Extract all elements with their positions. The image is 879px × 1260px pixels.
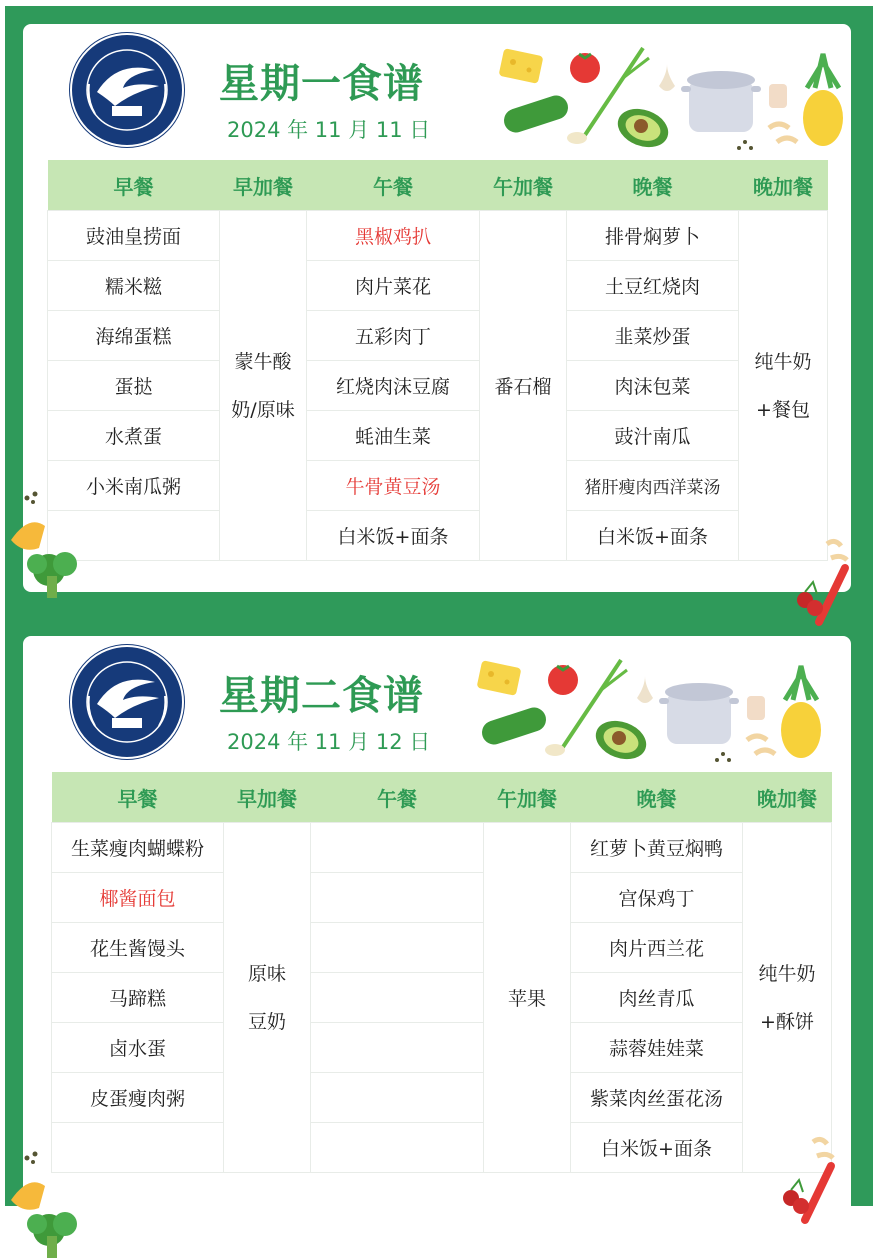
header-evening-snack: 晚加餐	[739, 160, 828, 211]
dinner-item: 紫菜肉丝蛋花汤	[571, 1073, 743, 1123]
broccoli-icon	[7, 1150, 87, 1260]
dinner-item: 肉沫包菜	[567, 361, 739, 411]
breakfast-item: 卤水蛋	[52, 1023, 224, 1073]
school-seal-logo	[67, 30, 187, 150]
breakfast-item: 水煮蛋	[48, 411, 220, 461]
dinner-item: 白米饭+面条	[567, 511, 739, 561]
dinner-item: 豉汁南瓜	[567, 411, 739, 461]
lunch-item	[311, 1023, 484, 1073]
lunch-item: 白米饭+面条	[307, 511, 480, 561]
breakfast-item: 糯米糍	[48, 261, 220, 311]
menu-date: 2024 年 11 月 11 日	[227, 118, 431, 142]
breakfast-item: 花生酱馒头	[52, 923, 224, 973]
breakfast-item: 蛋挞	[48, 361, 220, 411]
lunch-item	[311, 823, 484, 873]
menu-date: 2024 年 11 月 12 日	[227, 730, 431, 754]
breakfast-item: 海绵蛋糕	[48, 311, 220, 361]
broccoli-icon	[7, 490, 87, 600]
header-afternoon-snack: 午加餐	[480, 160, 567, 211]
lunch-item	[311, 923, 484, 973]
dinner-item: 肉丝青瓜	[571, 973, 743, 1023]
morning-snack-cell: 原味 豆奶	[224, 823, 311, 1173]
breakfast-item: 小米南瓜粥	[48, 461, 220, 511]
dinner-item: 蒜蓉娃娃菜	[571, 1023, 743, 1073]
menu-table	[47, 160, 828, 561]
lunch-item: 红烧肉沫豆腐	[307, 361, 480, 411]
afternoon-snack-cell: 苹果	[484, 823, 571, 1173]
lunch-item	[311, 873, 484, 923]
lunch-item	[311, 973, 484, 1023]
lunch-item	[311, 1073, 484, 1123]
header-lunch: 午餐	[311, 772, 484, 823]
header-dinner: 晚餐	[567, 160, 739, 211]
header-breakfast: 早餐	[48, 160, 220, 211]
chili-cherry-icon	[793, 538, 853, 628]
dinner-item: 肉片西兰花	[571, 923, 743, 973]
breakfast-item: 马蹄糕	[52, 973, 224, 1023]
lunch-item: 蚝油生菜	[307, 411, 480, 461]
dinner-item: 排骨焖萝卜	[567, 211, 739, 261]
header-evening-snack: 晚加餐	[743, 772, 832, 823]
header-morning-snack: 早加餐	[224, 772, 311, 823]
morning-snack-cell: 蒙牛酸 奶/原味	[220, 211, 307, 561]
evening-snack-cell: 纯牛奶 +酥饼	[743, 823, 832, 1173]
breakfast-item-highlight: 椰酱面包	[52, 873, 224, 923]
menu-card-monday	[23, 24, 851, 592]
lunch-item-highlight: 牛骨黄豆汤	[307, 461, 480, 511]
breakfast-item: 生菜瘦肉蝴蝶粉	[52, 823, 224, 873]
dinner-item: 土豆红烧肉	[567, 261, 739, 311]
menu-table	[51, 772, 832, 1173]
lunch-item-highlight: 黑椒鸡扒	[307, 211, 480, 261]
lunch-item: 肉片菜花	[307, 261, 480, 311]
lunch-item	[311, 1123, 484, 1173]
header-dinner: 晚餐	[571, 772, 743, 823]
dinner-item: 宫保鸡丁	[571, 873, 743, 923]
chili-cherry-icon	[779, 1136, 839, 1226]
school-seal-logo	[67, 642, 187, 762]
dinner-item: 猪肝瘦肉西洋菜汤	[567, 461, 739, 511]
food-illustration-icon	[451, 650, 821, 770]
evening-snack-cell: 纯牛奶 +餐包	[739, 211, 828, 561]
dinner-item: 白米饭+面条	[571, 1123, 743, 1173]
breakfast-item: 皮蛋瘦肉粥	[52, 1073, 224, 1123]
afternoon-snack-cell: 番石榴	[480, 211, 567, 561]
header-afternoon-snack: 午加餐	[484, 772, 571, 823]
lunch-item: 五彩肉丁	[307, 311, 480, 361]
dinner-item: 韭菜炒蛋	[567, 311, 739, 361]
header-morning-snack: 早加餐	[220, 160, 307, 211]
breakfast-item: 豉油皇捞面	[48, 211, 220, 261]
menu-title: 星期二食谱	[219, 673, 424, 719]
menu-title: 星期一食谱	[219, 61, 424, 107]
dinner-item: 红萝卜黄豆焖鸭	[571, 823, 743, 873]
header-breakfast: 早餐	[52, 772, 224, 823]
menu-card-tuesday	[23, 636, 851, 1206]
food-illustration-icon	[473, 38, 843, 158]
header-lunch: 午餐	[307, 160, 480, 211]
